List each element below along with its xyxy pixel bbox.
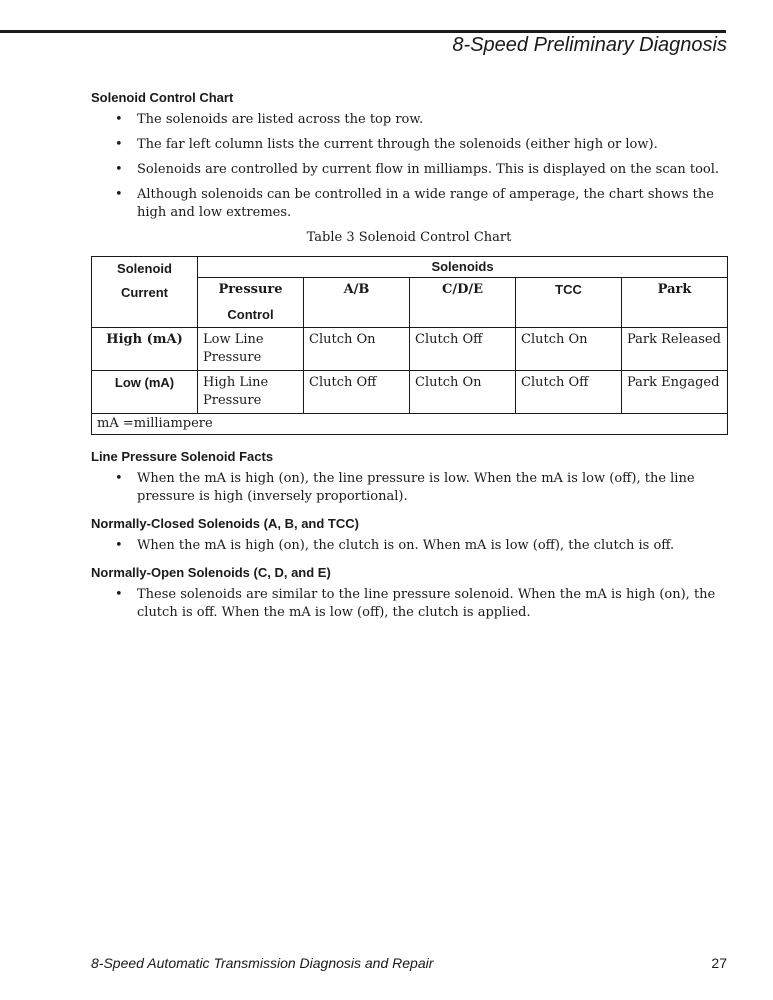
pressure-control-header: Pressure Control <box>198 278 304 328</box>
normally-closed-bullet-list <box>91 537 727 555</box>
table-cell: Park Engaged <box>622 371 728 414</box>
table-cell: Clutch On <box>516 328 622 371</box>
bullet-icon: • <box>115 187 123 202</box>
table-cell: Clutch Off <box>410 328 516 371</box>
list-item: • When the mA is high (on), the line pressure is low. When the mA is low (off), the line pressure is high (inversely proportional). <box>115 471 695 504</box>
solenoid-control-table <box>91 256 728 435</box>
chart-bullet-list <box>91 111 727 222</box>
list-item: • Solenoids are controlled by current flow in milliamps. This is displayed on the scan tool. <box>115 162 720 177</box>
table-cell: Clutch On <box>410 371 516 414</box>
table-cell: Clutch On <box>304 328 410 371</box>
bullet-icon: • <box>115 538 123 553</box>
bullet-icon: • <box>115 587 123 602</box>
normally-closed-heading: Normally-Closed Solenoids (A, B, and TCC) <box>91 516 359 531</box>
page-content <box>91 90 727 629</box>
ab-header: A/B <box>304 278 410 328</box>
normally-open-bullet-list <box>91 586 727 622</box>
footer-title: 8-Speed Automatic Transmission Diagnosis and Repair <box>91 955 434 971</box>
running-header-title: 8-Speed Preliminary Diagnosis <box>452 34 727 56</box>
corner-header-cell: Solenoid Current <box>92 257 198 328</box>
bullet-icon: • <box>115 471 123 486</box>
table-cell: Clutch Off <box>304 371 410 414</box>
list-item: • When the mA is high (on), the clutch is on. When mA is low (off), the clutch is off. <box>115 538 675 553</box>
table-footnote: mA =milliampere <box>92 414 728 435</box>
table-header-row <box>92 257 728 278</box>
table-cell: Park Released <box>622 328 728 371</box>
bullet-icon: • <box>115 137 123 152</box>
table-cell: Clutch Off <box>516 371 622 414</box>
table-cell: High Line Pressure <box>198 371 304 414</box>
table-footnote-row <box>92 414 728 435</box>
list-item: • Although solenoids can be controlled in a wide range of amperage, the chart shows the high and low extremes. <box>115 187 714 220</box>
line-pressure-heading: Line Pressure Solenoid Facts <box>91 449 274 464</box>
table-caption: Table 3 Solenoid Control Chart <box>306 230 512 245</box>
solenoids-group-header: Solenoids <box>198 257 728 278</box>
header-rule <box>0 30 726 33</box>
tcc-header: TCC <box>516 278 622 328</box>
list-item: • These solenoids are similar to the line pressure solenoid. When the mA is high (on), the clutch is off. When the mA is low (off), the clutch is applied. <box>115 587 716 620</box>
bullet-icon: • <box>115 162 123 177</box>
table-cell: Low Line Pressure <box>198 328 304 371</box>
normally-open-heading: Normally-Open Solenoids (C, D, and E) <box>91 565 331 580</box>
bullet-icon: • <box>115 112 123 127</box>
table-row <box>92 371 728 414</box>
table-row <box>92 328 728 371</box>
row-label-high: High (mA) <box>92 328 198 371</box>
list-item: • The solenoids are listed across the top row. <box>115 112 424 127</box>
line-pressure-bullet-list <box>91 470 727 506</box>
row-label-low: Low (mA) <box>92 371 198 414</box>
park-header: Park <box>622 278 728 328</box>
page-number: 27 <box>711 955 727 971</box>
list-item: • The far left column lists the current through the solenoids (either high or low). <box>115 137 658 152</box>
chart-section-heading: Solenoid Control Chart <box>91 90 234 105</box>
cde-header: C/D/E <box>410 278 516 328</box>
